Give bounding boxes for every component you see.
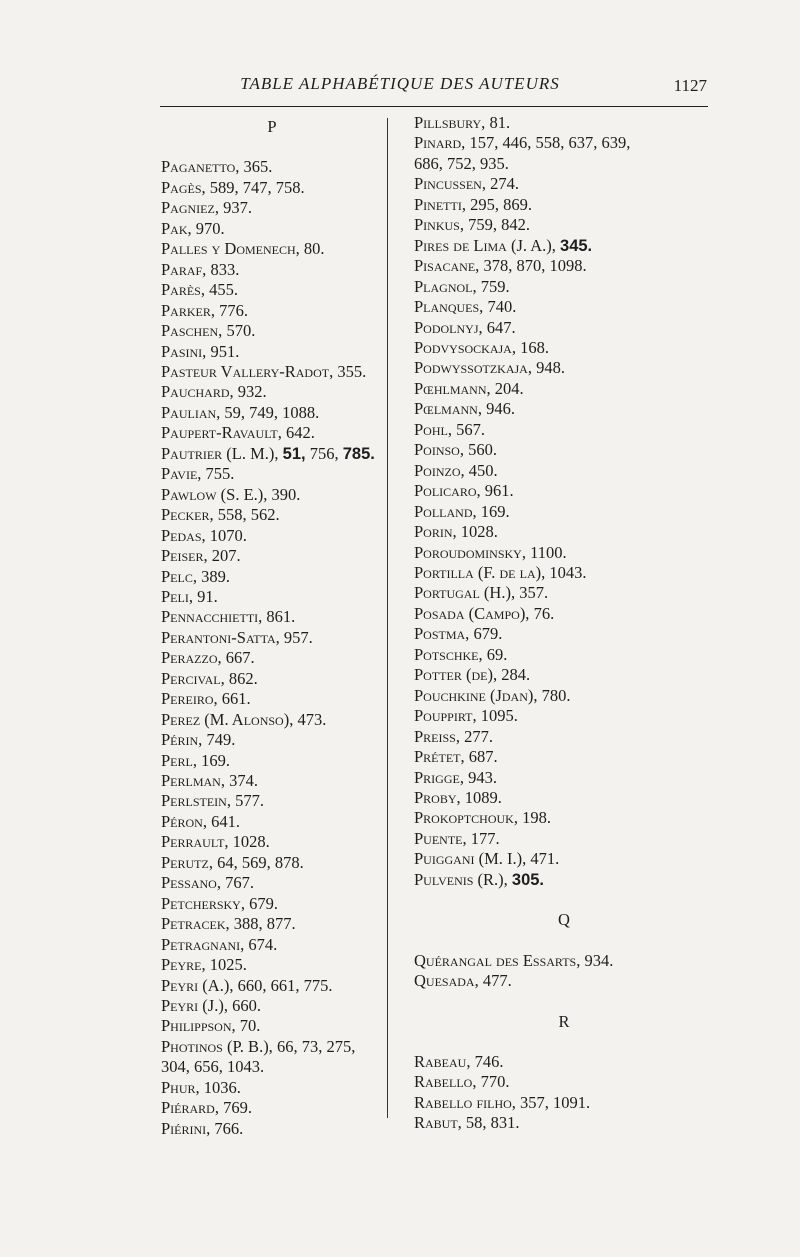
page-refs: 378, 870, 1098. bbox=[483, 256, 587, 276]
index-entry bbox=[414, 727, 714, 747]
author-name: Poroudominsky, bbox=[414, 542, 526, 562]
index-entry bbox=[161, 403, 383, 423]
author-name: Peyre, bbox=[161, 955, 206, 975]
index-entry bbox=[161, 280, 383, 300]
index-entry bbox=[414, 256, 714, 276]
index-entry bbox=[414, 706, 714, 726]
page-refs: 274. bbox=[490, 174, 519, 194]
author-name: Piérini, bbox=[161, 1118, 211, 1138]
author-name: Petragnani, bbox=[161, 934, 245, 954]
index-entry bbox=[161, 444, 383, 464]
page-refs: 861. bbox=[266, 607, 296, 627]
page-refs: 207. bbox=[211, 546, 241, 566]
author-name: Rabello, bbox=[414, 1072, 477, 1092]
page-refs: 946. bbox=[486, 399, 515, 419]
author-name: Potter (de), bbox=[414, 665, 498, 685]
author-name: Philippson, bbox=[161, 1016, 236, 1036]
index-entry bbox=[414, 1052, 714, 1072]
page-refs: 1028. bbox=[460, 522, 498, 542]
index-entry bbox=[161, 771, 383, 791]
page-ref-bold: 51, bbox=[282, 444, 306, 463]
page-refs: 357, 1091. bbox=[520, 1092, 591, 1112]
author-name: Pires de Lima (J. A.), bbox=[414, 235, 556, 255]
index-entry bbox=[414, 849, 714, 869]
index-entry bbox=[161, 505, 383, 525]
index-entry bbox=[414, 379, 714, 399]
page-refs: 667. bbox=[225, 648, 255, 668]
page-refs: 766. bbox=[214, 1118, 244, 1138]
index-entry bbox=[414, 665, 714, 685]
index-entry bbox=[161, 321, 383, 341]
author-name: Palles y Domenech, bbox=[161, 239, 300, 259]
index-entry bbox=[414, 318, 714, 338]
author-name: Peli, bbox=[161, 586, 193, 606]
page-refs: 641. bbox=[211, 811, 240, 831]
author-name: Podwyssotzkaja, bbox=[414, 358, 532, 378]
index-entry bbox=[161, 607, 383, 627]
author-name: Potschke, bbox=[414, 644, 483, 664]
index-entry bbox=[161, 873, 383, 893]
page-refs: 76. bbox=[533, 603, 555, 623]
page-refs: 780. bbox=[541, 685, 571, 705]
author-name: Quesada, bbox=[414, 971, 479, 991]
author-name: Paulian, bbox=[161, 402, 221, 422]
page-number: 1127 bbox=[673, 76, 707, 95]
index-entry bbox=[414, 686, 714, 706]
author-name: Paganetto, bbox=[161, 157, 240, 177]
page-refs: 388, 877. bbox=[233, 914, 296, 934]
page-refs: 661. bbox=[221, 689, 251, 709]
index-entry bbox=[161, 526, 383, 546]
author-name: Pœhlmann, bbox=[414, 378, 491, 398]
index-entry bbox=[161, 1119, 383, 1139]
author-name: Pagniez, bbox=[161, 198, 219, 218]
author-name: Puiggani (M. I.), bbox=[414, 849, 527, 869]
page-refs: 647. bbox=[486, 317, 516, 337]
page-refs: 59, 749, 1088. bbox=[224, 402, 320, 422]
index-entry bbox=[414, 236, 714, 256]
author-name: Petchersky, bbox=[161, 893, 245, 913]
author-name: Pinkus, bbox=[414, 215, 464, 235]
page-refs: 477. bbox=[482, 971, 512, 991]
page-refs: 157, 446, 558, 637, 639, bbox=[469, 133, 631, 153]
page-refs: 937. bbox=[223, 198, 252, 218]
page-refs: 770. bbox=[480, 1072, 510, 1092]
index-entry bbox=[161, 1016, 383, 1036]
index-entry bbox=[414, 195, 714, 215]
index-entry bbox=[414, 440, 714, 460]
page-refs-continuation: 304, 656, 1043. bbox=[161, 1057, 265, 1077]
page-refs: 943. bbox=[468, 767, 497, 787]
index-entry bbox=[161, 178, 383, 198]
index-entry bbox=[414, 1093, 714, 1113]
index-entry bbox=[414, 1072, 714, 1092]
page-refs: 679. bbox=[249, 893, 278, 913]
page-refs: 776. bbox=[219, 300, 248, 320]
author-name: Périn, bbox=[161, 730, 203, 750]
author-name: Parker, bbox=[161, 300, 215, 320]
author-name: Peiser, bbox=[161, 546, 208, 566]
index-entry bbox=[161, 260, 383, 280]
page-refs: 560. bbox=[468, 440, 497, 460]
page-refs: 1095. bbox=[480, 706, 518, 726]
author-name: Piérard, bbox=[161, 1098, 219, 1118]
author-name: Prigge, bbox=[414, 767, 464, 787]
author-name: Pautrier (L. M.), bbox=[161, 443, 279, 463]
page-refs: 1043. bbox=[549, 562, 587, 582]
index-entry bbox=[161, 567, 383, 587]
author-name: Parès, bbox=[161, 280, 205, 300]
column-divider bbox=[387, 118, 388, 1118]
page-refs: 374. bbox=[229, 771, 258, 791]
right-entry-list-p bbox=[414, 113, 714, 890]
page-refs: 357. bbox=[519, 583, 549, 603]
index-entry bbox=[161, 423, 383, 443]
author-name: Posada (Campo), bbox=[414, 603, 530, 623]
index-entry bbox=[414, 788, 714, 808]
author-name: Portilla (F. de la), bbox=[414, 562, 546, 582]
author-name: Pisacane, bbox=[414, 256, 480, 276]
index-entry bbox=[161, 710, 383, 730]
page-refs: 450. bbox=[468, 460, 498, 480]
section-heading-q: Q bbox=[558, 910, 570, 930]
author-name: Perutz, bbox=[161, 852, 213, 872]
author-name: Paraf, bbox=[161, 259, 207, 279]
page-refs: 1036. bbox=[203, 1077, 241, 1097]
author-name: Portugal (H.), bbox=[414, 583, 516, 603]
index-entry bbox=[161, 219, 383, 239]
index-entry bbox=[161, 485, 383, 505]
author-name: Porin, bbox=[414, 522, 457, 542]
page-refs: 284. bbox=[501, 665, 531, 685]
index-entry bbox=[161, 914, 383, 934]
author-name: Perazzo, bbox=[161, 648, 222, 668]
index-entry bbox=[161, 198, 383, 218]
index-entry bbox=[161, 239, 383, 259]
index-entry bbox=[414, 1113, 714, 1133]
page-refs: 679. bbox=[473, 624, 503, 644]
index-entry bbox=[161, 832, 383, 852]
index-entry bbox=[414, 583, 714, 603]
index-entry bbox=[414, 747, 714, 767]
left-entry-list bbox=[161, 157, 383, 1139]
index-entry bbox=[161, 1098, 383, 1118]
page-refs: 365. bbox=[243, 157, 273, 177]
index-entry bbox=[414, 113, 714, 133]
author-name: Photinos (P. B.), bbox=[161, 1036, 273, 1056]
author-name: Pereiro, bbox=[161, 689, 218, 709]
index-entry bbox=[414, 420, 714, 440]
index-entry bbox=[161, 751, 383, 771]
author-name: Quérangal des Essarts, bbox=[414, 950, 581, 970]
index-entry bbox=[161, 689, 383, 709]
page-refs: 277. bbox=[464, 726, 493, 746]
index-entry bbox=[414, 563, 714, 583]
index-entry bbox=[161, 362, 383, 382]
page-refs: 389. bbox=[201, 566, 230, 586]
index-entry bbox=[161, 628, 383, 648]
page-refs: 577. bbox=[235, 791, 264, 811]
author-name: Pasini, bbox=[161, 341, 207, 361]
index-entry bbox=[414, 624, 714, 644]
author-name: Puente, bbox=[414, 828, 467, 848]
author-name: Proby, bbox=[414, 787, 461, 807]
author-name: Pagès, bbox=[161, 177, 206, 197]
page-refs: 589, 747, 758. bbox=[209, 177, 305, 197]
page-refs: 1025. bbox=[209, 955, 247, 975]
page-refs: 769. bbox=[223, 1098, 252, 1118]
index-entry bbox=[414, 951, 714, 971]
index-entry bbox=[161, 935, 383, 955]
author-name: Péron, bbox=[161, 811, 207, 831]
index-entry bbox=[161, 157, 383, 177]
index-entry bbox=[414, 604, 714, 624]
left-column bbox=[161, 117, 383, 1139]
page-ref-bold: 305. bbox=[511, 870, 545, 889]
author-name: Pohl, bbox=[414, 419, 452, 439]
author-name: Pak, bbox=[161, 218, 192, 238]
page-refs: 948. bbox=[536, 358, 565, 378]
page-refs: 932. bbox=[237, 382, 267, 402]
author-name: Rabut, bbox=[414, 1113, 462, 1133]
running-header-title: TABLE ALPHABÉTIQUE DES AUTEURS bbox=[240, 74, 560, 93]
page-refs: 570. bbox=[226, 321, 256, 341]
page-refs: 91. bbox=[197, 586, 218, 606]
page-refs: 674. bbox=[248, 934, 278, 954]
author-name: Petracek, bbox=[161, 914, 230, 934]
author-name: Perantoni-Satta, bbox=[161, 627, 280, 647]
page-refs: 58, 831. bbox=[465, 1113, 520, 1133]
page-refs: 759. bbox=[480, 276, 510, 296]
index-entry bbox=[414, 461, 714, 481]
author-name: Pouppirt, bbox=[414, 706, 477, 726]
index-entry bbox=[161, 464, 383, 484]
author-name: Percival, bbox=[161, 668, 225, 688]
author-name: Prétet, bbox=[414, 747, 465, 767]
author-name: Phur, bbox=[161, 1077, 200, 1097]
author-name: Peyri (J.), bbox=[161, 996, 228, 1016]
index-entry bbox=[414, 808, 714, 828]
page-refs: 687. bbox=[468, 747, 498, 767]
author-name: Paschen, bbox=[161, 321, 223, 341]
author-name: Pinetti, bbox=[414, 194, 466, 214]
page-refs: 660. bbox=[232, 996, 261, 1016]
page-refs: 759, 842. bbox=[468, 215, 530, 235]
index-entry bbox=[161, 301, 383, 321]
section-heading-r: R bbox=[558, 1011, 570, 1031]
page-refs: 740. bbox=[487, 297, 517, 317]
index-entry bbox=[414, 338, 714, 358]
author-name: Plagnol, bbox=[414, 276, 477, 296]
author-name: Pavie, bbox=[161, 464, 202, 484]
index-entry bbox=[161, 812, 383, 832]
page-refs: 295, 869. bbox=[470, 194, 532, 214]
index-entry bbox=[161, 648, 383, 668]
page-refs: 168. bbox=[520, 337, 549, 357]
author-name: Pulvenis (R.), bbox=[414, 869, 508, 889]
author-name: Perrault, bbox=[161, 832, 229, 852]
index-entry bbox=[161, 976, 383, 996]
index-entry bbox=[414, 870, 714, 890]
index-entry bbox=[161, 1037, 383, 1078]
page-refs: 69. bbox=[486, 644, 508, 664]
index-entry bbox=[161, 730, 383, 750]
page-refs: 169. bbox=[201, 750, 230, 770]
author-name: Pauchard, bbox=[161, 382, 234, 402]
page-refs: 755. bbox=[205, 464, 235, 484]
index-entry bbox=[414, 543, 714, 563]
header-rule bbox=[160, 106, 708, 107]
page-refs: 473. bbox=[297, 709, 327, 729]
page-refs: 64, 569, 878. bbox=[217, 852, 304, 872]
author-name: Paupert-Ravault, bbox=[161, 423, 282, 443]
page-refs: 471. bbox=[530, 849, 560, 869]
index-entry bbox=[414, 358, 714, 378]
index-entry bbox=[414, 277, 714, 297]
author-name: Planques, bbox=[414, 297, 484, 317]
index-entry bbox=[414, 481, 714, 501]
page-refs: 660, 661, 775. bbox=[237, 975, 333, 995]
page-refs: 558, 562. bbox=[217, 505, 280, 525]
index-entry bbox=[161, 587, 383, 607]
page-refs: 749. bbox=[206, 730, 236, 750]
index-entry bbox=[414, 522, 714, 542]
page-refs: 80. bbox=[303, 239, 325, 259]
author-name: Pawlow (S. E.), bbox=[161, 484, 268, 504]
author-name: Rabeau, bbox=[414, 1052, 471, 1071]
page-refs: 70. bbox=[239, 1016, 261, 1036]
author-name: Peyri (A.), bbox=[161, 975, 234, 995]
page-refs: 390. bbox=[271, 484, 301, 504]
index-entry bbox=[161, 342, 383, 362]
page-refs: 756, bbox=[309, 443, 339, 463]
page-refs: 957. bbox=[283, 627, 313, 647]
author-name: Rabello filho, bbox=[414, 1092, 516, 1112]
page-refs: 81. bbox=[489, 113, 511, 132]
page-refs: 961. bbox=[484, 481, 514, 501]
section-heading-p: P bbox=[267, 117, 277, 136]
index-entry bbox=[161, 546, 383, 566]
author-name: Postma, bbox=[414, 624, 470, 644]
page-refs: 198. bbox=[522, 808, 551, 828]
page-refs: 862. bbox=[228, 668, 258, 688]
page-refs: 177. bbox=[470, 828, 500, 848]
author-name: Pennacchietti, bbox=[161, 607, 263, 627]
author-name: Perlstein, bbox=[161, 791, 231, 811]
page-refs: 1028. bbox=[232, 832, 270, 852]
page-refs: 1070. bbox=[209, 525, 247, 545]
entry-list-q bbox=[414, 951, 714, 992]
author-name: Pœlmann, bbox=[414, 399, 482, 419]
index-entry bbox=[161, 955, 383, 975]
page-refs: 204. bbox=[494, 378, 524, 398]
author-name: Prokoptchouk, bbox=[414, 808, 518, 828]
page-refs: 567. bbox=[456, 419, 485, 439]
author-name: Perez (M. Alonso), bbox=[161, 709, 294, 729]
index-entry bbox=[414, 502, 714, 522]
index-entry bbox=[161, 382, 383, 402]
index-entry bbox=[414, 645, 714, 665]
page-refs: 1100. bbox=[530, 542, 567, 562]
author-name: Pincussen, bbox=[414, 174, 486, 194]
page-refs: 455. bbox=[209, 280, 238, 300]
page-refs: 169. bbox=[480, 501, 510, 521]
right-column bbox=[414, 113, 714, 1134]
index-entry bbox=[161, 1078, 383, 1098]
author-name: Pedas, bbox=[161, 525, 206, 545]
page-refs: 355. bbox=[337, 361, 367, 381]
page-refs: 934. bbox=[584, 950, 614, 970]
index-entry bbox=[414, 215, 714, 235]
page-refs: 66, 73, 275, bbox=[276, 1036, 356, 1056]
author-name: Pouchkine (Jdan), bbox=[414, 685, 538, 705]
author-name: Pecker, bbox=[161, 505, 214, 525]
index-entry bbox=[414, 829, 714, 849]
entry-list-r bbox=[414, 1052, 714, 1134]
author-name: Poinso, bbox=[414, 440, 464, 460]
index-entry bbox=[414, 297, 714, 317]
page-refs-continuation: 686, 752, 935. bbox=[414, 153, 509, 173]
author-name: Podolnyj, bbox=[414, 317, 483, 337]
page-refs: 1089. bbox=[464, 787, 502, 807]
index-entry bbox=[161, 894, 383, 914]
index-entry bbox=[161, 669, 383, 689]
author-name: Poinzo, bbox=[414, 460, 465, 480]
author-name: Pillsbury, bbox=[414, 113, 486, 132]
author-name: Perl, bbox=[161, 750, 197, 770]
page-refs: 951. bbox=[210, 341, 240, 361]
page-refs: 970. bbox=[195, 218, 225, 238]
index-entry bbox=[414, 174, 714, 194]
author-name: Pessano, bbox=[161, 873, 221, 893]
page-refs: 642. bbox=[286, 423, 315, 443]
page-refs: 746. bbox=[474, 1052, 504, 1071]
author-name: Perlman, bbox=[161, 771, 225, 791]
author-name: Podvysockaja, bbox=[414, 337, 516, 357]
index-entry bbox=[161, 996, 383, 1016]
page-ref-bold: 345. bbox=[560, 236, 593, 255]
author-name: Pelc, bbox=[161, 566, 197, 586]
page-refs: 767. bbox=[225, 873, 254, 893]
index-entry bbox=[414, 133, 714, 174]
author-name: Polland, bbox=[414, 501, 477, 521]
index-entry bbox=[161, 853, 383, 873]
page-ref-bold: 785. bbox=[342, 444, 375, 463]
author-name: Pasteur Vallery-Radot, bbox=[161, 361, 334, 381]
page-refs: 833. bbox=[210, 259, 240, 279]
index-entry bbox=[414, 399, 714, 419]
author-name: Pinard, bbox=[414, 133, 466, 153]
index-entry bbox=[414, 971, 714, 991]
author-name: Policaro, bbox=[414, 481, 481, 501]
author-name: Preiss, bbox=[414, 726, 460, 746]
index-entry bbox=[414, 768, 714, 788]
index-entry bbox=[161, 791, 383, 811]
